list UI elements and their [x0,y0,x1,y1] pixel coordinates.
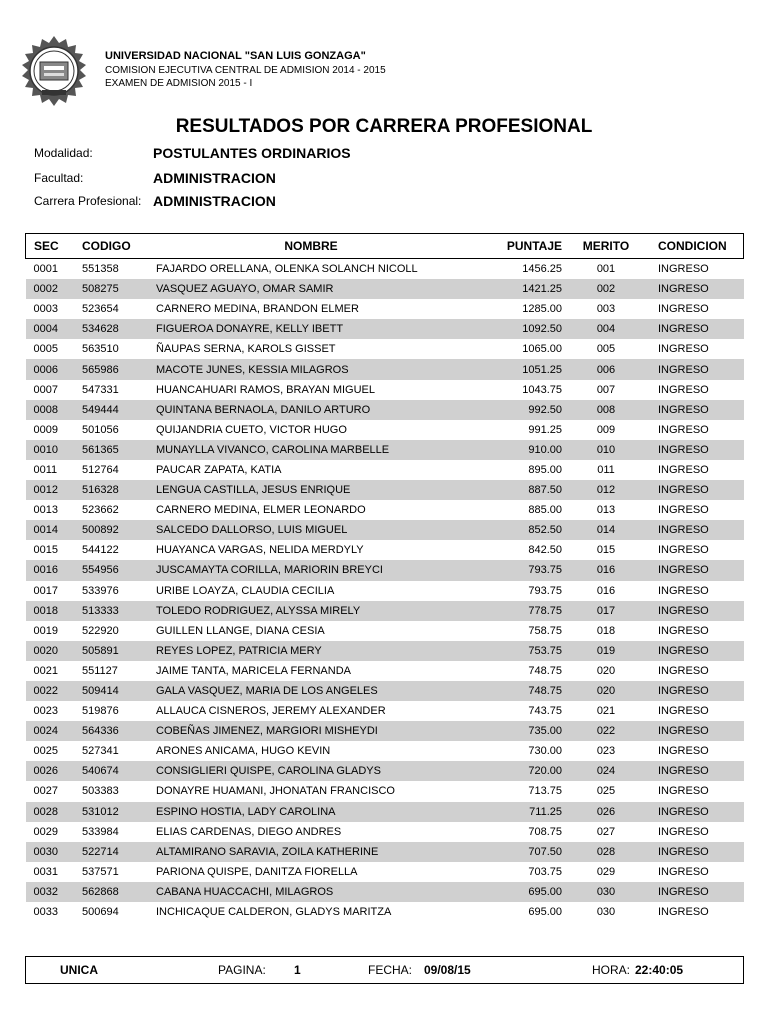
cell-condicion: INGRESO [658,664,709,677]
cell-merito: 019 [562,641,650,661]
cell-puntaje: 887.50 [466,480,562,500]
facultad-value: ADMINISTRACION [153,170,276,186]
cell-codigo: 523662 [82,504,119,517]
cell-sec: 0007 [33,383,58,396]
cell-nombre: ARONES ANICAMA, HUGO KEVIN [156,745,331,758]
cell-nombre: FAJARDO ORELLANA, OLENKA SOLANCH NICOLL [156,263,418,276]
cell-condicion: INGRESO [658,785,709,798]
cell-codigo: 505891 [78,641,152,661]
cell-sec: 0021 [33,664,58,677]
cell-sec: 0024 [26,721,79,741]
cell-nombre: CARNERO MEDINA, ELMER LEONARDO [156,504,366,517]
cell-puntaje: 1092.50 [466,319,562,339]
modalidad-value: POSTULANTES ORDINARIOS [153,145,351,161]
cell-sec: 0033 [33,906,58,919]
cell-puntaje: 778.75 [466,601,562,621]
cell-condicion: INGRESO [650,761,744,781]
cell-codigo: 565986 [78,359,152,379]
cell-sec: 0004 [26,319,79,339]
cell-condicion: INGRESO [658,624,709,637]
cell-merito: 028 [562,842,650,862]
cell-nombre: CABANA HUACCACHI, MILAGROS [152,882,466,902]
cell-codigo: 522920 [82,624,119,637]
cell-condicion: INGRESO [650,279,744,299]
cell-codigo: 519876 [82,705,119,718]
cell-codigo: 540674 [78,761,152,781]
cell-puntaje: 743.75 [528,705,562,718]
table-row [26,701,744,721]
cell-sec: 0022 [26,681,79,701]
cell-sec: 0014 [26,520,79,540]
cell-sec: 0016 [26,560,79,580]
cell-nombre: GALA VASQUEZ, MARIA DE LOS ANGELES [152,681,466,701]
cell-codigo: 513333 [78,601,152,621]
cell-merito: 026 [562,802,650,822]
cell-puntaje: 895.00 [528,463,562,476]
cell-nombre: JAIME TANTA, MARICELA FERNANDA [156,664,351,677]
cell-condicion: INGRESO [658,745,709,758]
cell-merito: 004 [562,319,650,339]
cell-merito: 002 [562,279,650,299]
cell-sec: 0027 [33,785,58,798]
cell-puntaje: 753.75 [466,641,562,661]
cell-merito: 013 [596,504,616,517]
table-row [26,480,744,500]
cell-condicion: INGRESO [658,463,709,476]
table-row [26,822,744,842]
cell-merito: 011 [597,463,615,476]
cell-codigo: 544122 [82,544,119,557]
cell-puntaje: 708.75 [528,825,562,838]
footer-hora-label: HORA: [592,963,631,977]
table-row [26,842,744,862]
table-row [26,339,744,359]
cell-sec: 0005 [33,343,58,356]
cell-codigo: 564336 [78,721,152,741]
cell-puntaje: 758.75 [528,624,562,637]
table-row [26,862,744,882]
cell-puntaje: 748.75 [466,681,562,701]
footer-pagina-label: PAGINA: [218,963,266,977]
cell-sec: 0015 [33,544,58,557]
facultad-label: Facultad: [34,171,84,185]
table-row [26,460,744,480]
cell-condicion: INGRESO [650,802,744,822]
cell-nombre: PARIONA QUISPE, DANITZA FIORELLA [156,865,358,878]
cell-puntaje: 1456.25 [522,263,562,276]
cell-puntaje: 992.50 [466,400,562,420]
cell-nombre: CARNERO MEDINA, BRANDON ELMER [156,303,359,316]
cell-nombre: ALTAMIRANO SARAVIA, ZOILA KATHERINE [152,842,466,862]
cell-condicion: INGRESO [650,520,744,540]
table-row [26,299,744,319]
cell-nombre: FIGUEROA DONAYRE, KELLY IBETT [152,319,466,339]
cell-sec: 0032 [26,882,79,902]
cell-merito: 029 [596,865,616,878]
cell-condicion: INGRESO [650,359,744,379]
cell-codigo: 508275 [78,279,152,299]
table-row [26,641,744,661]
cell-nombre: ESPINO HOSTIA, LADY CAROLINA [152,802,466,822]
table-row [26,761,744,781]
cell-sec: 0001 [33,263,58,276]
cell-puntaje: 748.75 [528,664,562,677]
cell-puntaje: 1051.25 [466,359,562,379]
cell-condicion: INGRESO [658,423,709,436]
cell-sec: 0002 [26,279,79,299]
cell-codigo: 512764 [82,463,119,476]
cell-merito: 008 [562,400,650,420]
cell-codigo: 547331 [82,383,119,396]
cell-sec: 0031 [33,865,58,878]
col-nombre-header: NOMBRE [152,234,466,259]
cell-sec: 0008 [26,400,79,420]
cell-condicion: INGRESO [658,343,709,356]
cell-puntaje: 1285.00 [522,303,562,316]
cell-codigo: 563510 [82,343,119,356]
cell-merito: 030 [596,906,616,919]
cell-puntaje: 1421.25 [466,279,562,299]
cell-sec: 0009 [33,423,58,436]
cell-sec: 0013 [33,504,58,517]
footer-hora-value: 22:40:05 [635,963,684,977]
cell-condicion: INGRESO [658,263,709,276]
cell-sec: 0023 [33,705,58,718]
cell-puntaje: 793.75 [528,584,562,597]
col-puntaje-header: PUNTAJE [466,234,562,259]
table-row [26,902,744,922]
cell-puntaje: 707.50 [466,842,562,862]
carrera-label: Carrera Profesional: [34,194,142,208]
table-row [26,741,744,761]
cell-condicion: INGRESO [650,480,744,500]
footer-sede: UNICA [60,963,98,977]
cell-sec: 0006 [26,359,79,379]
table-row [26,781,744,801]
cell-puntaje: 1043.75 [522,383,562,396]
cell-condicion: INGRESO [650,882,744,902]
cell-nombre: GUILLEN LLANGE, DIANA CESIA [156,624,325,637]
results-table [25,233,744,922]
cell-merito: 003 [596,303,616,316]
cell-puntaje: 713.75 [528,785,562,798]
cell-nombre: DONAYRE HUAMANI, JHONATAN FRANCISCO [156,785,395,798]
table-row [26,359,744,379]
cell-nombre: ALLAUCA CISNEROS, JEREMY ALEXANDER [156,705,386,718]
cell-nombre: SALCEDO DALLORSO, LUIS MIGUEL [152,520,466,540]
cell-codigo: 527341 [82,745,119,758]
cell-codigo: 509414 [78,681,152,701]
cell-condicion: INGRESO [650,400,744,420]
cell-merito: 023 [596,745,616,758]
col-merito-header: MERITO [562,234,650,259]
cell-puntaje: 793.75 [466,560,562,580]
cell-merito: 015 [596,544,616,557]
page-footer [25,956,744,984]
cell-merito: 020 [562,681,650,701]
cell-codigo: 533976 [82,584,119,597]
cell-puntaje: 991.25 [528,423,562,436]
cell-condicion: INGRESO [650,681,744,701]
cell-codigo: 501056 [82,423,119,436]
cell-codigo: 503383 [82,785,119,798]
cell-merito: 007 [596,383,616,396]
table-row [26,319,744,339]
cell-merito: 012 [562,480,650,500]
table-row [26,721,744,741]
cell-condicion: INGRESO [658,303,709,316]
cell-merito: 030 [562,882,650,902]
cell-puntaje: 842.50 [528,544,562,557]
cell-condicion: INGRESO [658,544,709,557]
university-name: UNIVERSIDAD NACIONAL "SAN LUIS GONZAGA" [105,50,366,62]
cell-condicion: INGRESO [658,584,709,597]
table-row [26,802,744,822]
table-row [26,380,744,400]
cell-merito: 018 [596,624,616,637]
cell-sec: 0028 [26,802,79,822]
cell-condicion: INGRESO [650,560,744,580]
cell-nombre: MACOTE JUNES, KESSIA MILAGROS [152,359,466,379]
cell-nombre: QUIJANDRIA CUETO, VICTOR HUGO [156,423,347,436]
table-row [26,259,744,280]
cell-puntaje: 711.25 [466,802,562,822]
cell-merito: 024 [562,761,650,781]
cell-codigo: 500892 [78,520,152,540]
cell-merito: 016 [596,584,616,597]
cell-merito: 005 [596,343,616,356]
cell-codigo: 537571 [82,865,119,878]
cell-nombre: ÑAUPAS SERNA, KAROLS GISSET [156,343,336,356]
cell-condicion: INGRESO [650,601,744,621]
cell-nombre: HUAYANCA VARGAS, NELIDA MERDYLY [156,544,364,557]
cell-sec: 0030 [26,842,79,862]
table-row [26,601,744,621]
footer-fecha-label: FECHA: [368,963,413,977]
cell-puntaje: 730.00 [528,745,562,758]
cell-codigo: 533984 [82,825,119,838]
cell-merito: 027 [596,825,616,838]
cell-sec: 0017 [33,584,58,597]
cell-condicion: INGRESO [658,504,709,517]
cell-condicion: INGRESO [650,721,744,741]
cell-puntaje: 885.00 [528,504,562,517]
cell-nombre: JUSCAMAYTA CORILLA, MARIORIN BREYCI [152,560,466,580]
cell-merito: 014 [562,520,650,540]
cell-merito: 001 [596,263,616,276]
col-codigo-header: CODIGO [78,234,152,259]
page-title: RESULTADOS POR CARRERA PROFESIONAL [175,116,593,137]
cell-condicion: INGRESO [658,705,709,718]
cell-sec: 0026 [26,761,79,781]
footer-fecha-value: 09/08/15 [424,963,471,977]
col-condicion-header: CONDICION [650,234,744,259]
cell-nombre: LENGUA CASTILLA, JESUS ENRIQUE [152,480,466,500]
cell-nombre: HUANCAHUARI RAMOS, BRAYAN MIGUEL [156,383,376,396]
cell-sec: 0019 [33,624,58,637]
table-row [26,581,744,601]
table-row [26,279,744,299]
cell-sec: 0012 [26,480,79,500]
table-header-row [26,234,744,259]
table-row [26,540,744,560]
table-row [26,661,744,681]
table-row [26,882,744,902]
cell-condicion: INGRESO [650,319,744,339]
cell-puntaje: 735.00 [466,721,562,741]
cell-sec: 0018 [26,601,79,621]
cell-condicion: INGRESO [658,865,709,878]
cell-nombre: PAUCAR ZAPATA, KATIA [156,463,282,476]
cell-merito: 022 [562,721,650,741]
cell-merito: 006 [562,359,650,379]
cell-nombre: INCHICAQUE CALDERON, GLADYS MARITZA [156,906,392,919]
cell-merito: 020 [596,664,616,677]
cell-condicion: INGRESO [650,842,744,862]
cell-merito: 025 [596,785,616,798]
cell-condicion: INGRESO [650,641,744,661]
cell-sec: 0003 [33,303,58,316]
cell-puntaje: 703.75 [528,865,562,878]
cell-codigo: 551127 [82,664,118,677]
modalidad-label: Modalidad: [34,146,93,160]
cell-codigo: 561365 [78,440,152,460]
cell-nombre: URIBE LOAYZA, CLAUDIA CECILIA [156,584,335,597]
cell-sec: 0025 [33,745,58,758]
cell-condicion: INGRESO [658,906,709,919]
footer-pagina-value: 1 [294,963,301,977]
col-sec-header: SEC [26,234,79,259]
cell-nombre: ELIAS CARDENAS, DIEGO ANDRES [156,825,342,838]
exam-name: EXAMEN DE ADMISION 2015 - I [105,78,253,89]
cell-codigo: 523654 [82,303,119,316]
cell-codigo: 549444 [78,400,152,420]
cell-puntaje: 910.00 [466,440,562,460]
cell-merito: 017 [562,601,650,621]
cell-codigo: 516328 [78,480,152,500]
cell-puntaje: 1065.00 [522,343,562,356]
cell-puntaje: 695.00 [528,906,562,919]
cell-codigo: 534628 [78,319,152,339]
cell-nombre: QUINTANA BERNAOLA, DANILO ARTURO [152,400,466,420]
cell-sec: 0011 [33,463,58,476]
cell-nombre: VASQUEZ AGUAYO, OMAR SAMIR [152,279,466,299]
cell-merito: 016 [562,560,650,580]
cell-condicion: INGRESO [658,825,709,838]
university-seal [14,34,94,108]
table-row [26,420,744,440]
cell-nombre: COBEÑAS JIMENEZ, MARGIORI MISHEYDI [152,721,466,741]
table-row [26,440,744,460]
cell-codigo: 562868 [78,882,152,902]
cell-codigo: 554956 [78,560,152,580]
cell-codigo: 522714 [78,842,152,862]
commission-name: COMISION EJECUTIVA CENTRAL DE ADMISION 2014 - 2015 [105,65,386,76]
cell-codigo: 551358 [82,263,119,276]
table-row [26,520,744,540]
cell-puntaje: 720.00 [466,761,562,781]
cell-codigo: 531012 [78,802,152,822]
cell-nombre: REYES LOPEZ, PATRICIA MERY [152,641,466,661]
cell-condicion: INGRESO [650,440,744,460]
cell-nombre: TOLEDO RODRIGUEZ, ALYSSA MIRELY [152,601,466,621]
carrera-value: ADMINISTRACION [153,193,276,209]
table-row [26,560,744,580]
cell-codigo: 500694 [82,906,119,919]
table-row [26,400,744,420]
cell-sec: 0029 [33,825,58,838]
cell-condicion: INGRESO [658,383,709,396]
cell-puntaje: 852.50 [466,520,562,540]
cell-merito: 009 [596,423,616,436]
table-row [26,681,744,701]
cell-merito: 021 [596,705,616,718]
cell-nombre: MUNAYLLA VIVANCO, CAROLINA MARBELLE [152,440,466,460]
table-row [26,500,744,520]
cell-puntaje: 695.00 [466,882,562,902]
table-row [26,621,744,641]
cell-nombre: CONSIGLIERI QUISPE, CAROLINA GLADYS [152,761,466,781]
cell-sec: 0010 [26,440,79,460]
cell-sec: 0020 [26,641,79,661]
cell-merito: 010 [562,440,650,460]
